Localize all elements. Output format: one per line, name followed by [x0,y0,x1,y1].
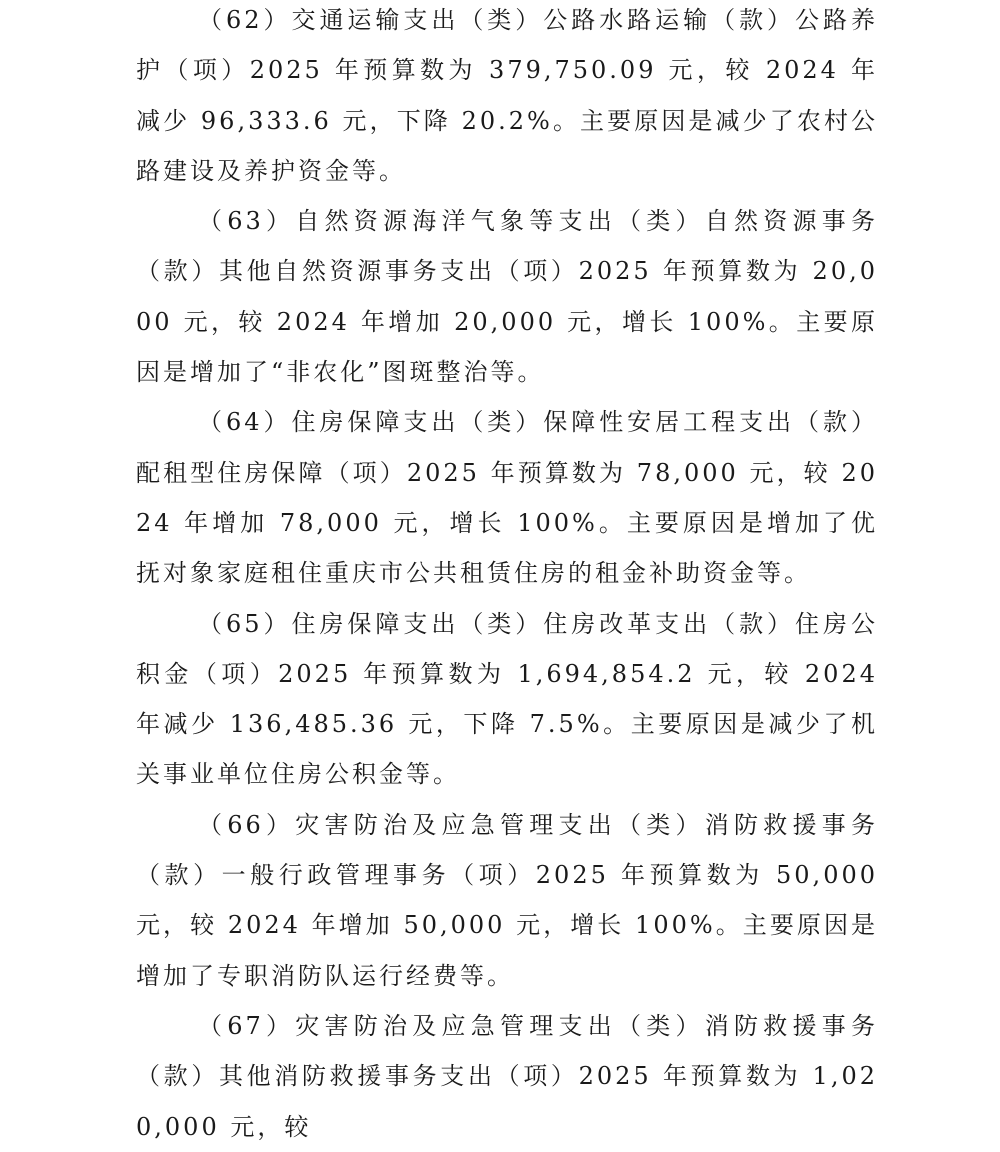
paragraph-65: （65）住房保障支出（类）住房改革支出（款）住房公积金（项）2025 年预算数为 1,694,854.2 元，较 2024 年减少 136,485.36 元，下降 7.5%。主要原因是减少了机关事业单位住房公积金等。 [136,609,878,789]
paragraph-64: （64）住房保障支出（类）保障性安居工程支出（款）配租型住房保障（项）2025 年预算数为 78,000 元，较 2024 年增加 78,000 元，增长 100%。主要原因是增加了优抚对象家庭租住重庆市公共租赁住房的租金补助资金等。 [136,408,878,588]
paragraph-67: （67）灾害防治及应急管理支出（类）消防救援事务（款）其他消防救援事务支出（项）2025 年预算数为 1,020,000 元，较 [136,1011,878,1141]
paragraph-62: （62）交通运输支出（类）公路水路运输（款）公路养护（项）2025 年预算数为 379,750.09 元，较 2024 年减少 96,333.6 元，下降 20.2%。主要原因是减少了农村公路建设及养护资金等。 [136,6,878,185]
document-body [136,0,878,1152]
paragraph-66: （66）灾害防治及应急管理支出（类）消防救援事务（款）一般行政管理事务（项）2025 年预算数为 50,000 元，较 2024 年增加 50,000 元，增长 100%。主要原因是增加了专职消防队运行经费等。 [136,810,878,990]
paragraph-63: （63）自然资源海洋气象等支出（类）自然资源事务（款）其他自然资源事务支出（项）2025 年预算数为 20,000 元，较 2024 年增加 20,000 元，增长 100%。主要原因是增加了“非农化”图斑整治等。 [136,207,878,387]
